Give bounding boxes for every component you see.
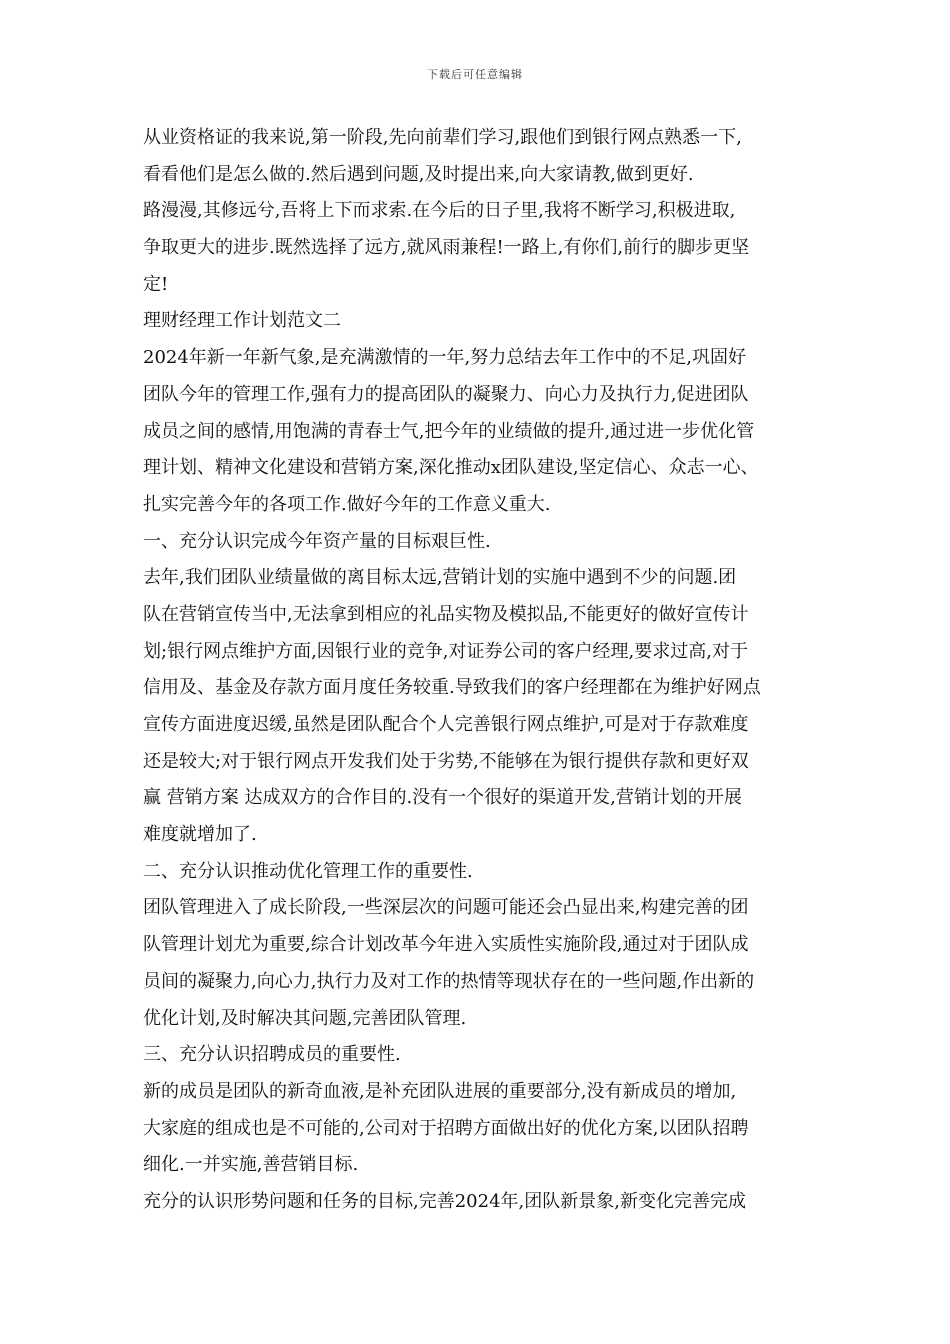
- text-line: 团队今年的管理工作,强有力的提高团队的凝聚力、向心力及执行力,促进团队: [143, 383, 749, 405]
- text-line: 信用及、基金及存款方面月度任务较重.导致我们的客户经理都在为维护好网点: [143, 677, 761, 699]
- text-line: 员间的凝聚力,向心力,执行力及对工作的热情等现状存在的一些问题,作出新的: [143, 970, 755, 992]
- text-line: 大家庭的组成也是不可能的,公司对于招聘方面做出好的优化方案,以团队招聘: [143, 1117, 749, 1139]
- text-line: 队管理计划尤为重要,综合计划改革今年进入实质性实施阶段,通过对于团队成: [143, 934, 749, 956]
- text-line: 2024年新一年新气象,是充满激情的一年,努力总结去年工作中的不足,巩固好: [143, 347, 746, 369]
- text-line: 一、充分认识完成今年资产量的目标艰巨性.: [143, 530, 491, 552]
- text-line: 细化.一并实施,善营销目标.: [143, 1154, 359, 1176]
- text-line: 团队管理进入了成长阶段,一些深层次的问题可能还会凸显出来,构建完善的团: [143, 897, 749, 919]
- text-line: 成员之间的感情,用饱满的青春士气,把今年的业绩做的提升,通过进一步优化管: [143, 420, 755, 442]
- text-line: 看看他们是怎么做的.然后遇到问题,及时提出来,向大家请教,做到更好.: [143, 163, 694, 185]
- text-line: 从业资格证的我来说,第一阶段,先向前辈们学习,跟他们到银行网点熟悉一下,: [143, 127, 742, 148]
- text-line: 划;银行网点维护方面,因银行业的竞争,对证券公司的客户经理,要求过高,对于: [143, 640, 748, 662]
- text-line: 难度就增加了.: [143, 824, 257, 846]
- text-line: 定!: [143, 273, 169, 295]
- text-line: 队在营销宣传当中,无法拿到相应的礼品实物及模拟品,不能更好的做好宣传计: [143, 603, 749, 625]
- page-header: 下载后可任意编辑: [427, 68, 523, 81]
- text-line: 宣传方面进度迟缓,虽然是团队配合个人完善银行网点维护,可是对于存款难度: [143, 714, 749, 735]
- text-line: 去年,我们团队业绩量做的离目标太远,营销计划的实施中遇到不少的问题.团: [143, 567, 737, 589]
- text-line: 争取更大的进步.既然选择了远方,就风雨兼程!一路上,有你们,前行的脚步更坚: [143, 237, 750, 259]
- text-line: 赢 营销方案 达成双方的合作目的.没有一个很好的渠道开发,营销计划的开展: [143, 787, 742, 809]
- text-line: 路漫漫,其修远兮,吾将上下而求索.在今后的日子里,我将不断学习,积极进取,: [143, 200, 736, 222]
- text-line: 还是较大;对于银行网点开发我们处于劣势,不能够在为银行提供存款和更好双: [143, 750, 749, 772]
- text-line: 二、充分认识推动优化管理工作的重要性.: [143, 860, 473, 882]
- text-line: 理财经理工作计划范文二: [143, 310, 341, 332]
- text-line: 新的成员是团队的新奇血液,是补充团队进展的重要部分,没有新成员的增加,: [143, 1080, 737, 1102]
- text-line: 三、充分认识招聘成员的重要性.: [143, 1044, 401, 1066]
- text-line: 充分的认识形势问题和任务的目标,完善2024年,团队新景象,新变化完善完成: [143, 1190, 746, 1212]
- text-line: 扎实完善今年的各项工作.做好今年的工作意义重大.: [143, 493, 551, 515]
- document-body: [143, 120, 808, 1221]
- text-line: 理计划、精神文化建设和营销方案,深化推动x团队建设,坚定信心、众志一心、: [143, 457, 759, 479]
- text-line: 优化计划,及时解决其问题,完善团队管理.: [143, 1007, 467, 1029]
